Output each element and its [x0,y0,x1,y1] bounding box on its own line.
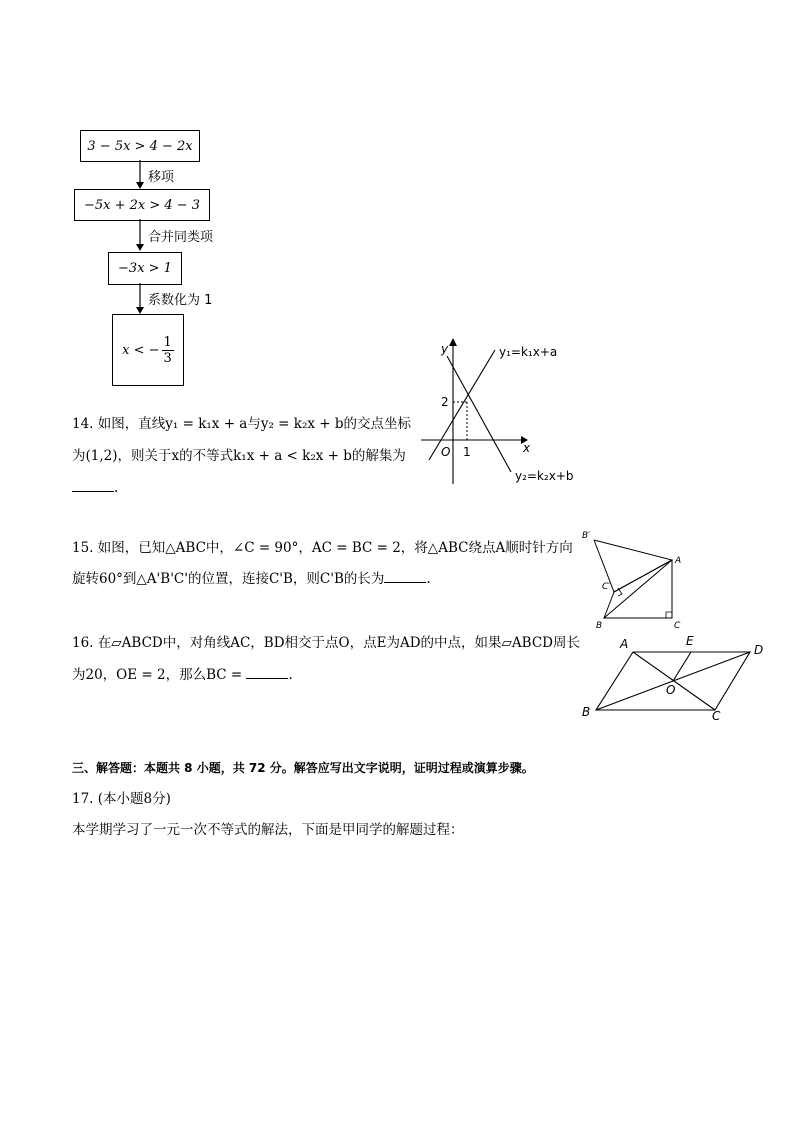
q14-line-3 [72,478,118,498]
flow-box-2 [74,189,210,221]
flow-box-3-text: −3x > 1 [118,261,172,276]
section-3-heading: 三、解答题：本题共 8 小题，共 72 分。解答应写出文字说明，证明过程或演算步骤。 [72,761,534,775]
line-y1-label: y₁=k₁x+a [499,345,558,359]
segment-c-prime-a [614,560,672,592]
flow-arrow-3 [130,283,150,315]
flow-box-4 [112,314,184,386]
q15-line-1: 15. 如图，已知△ABC中，∠C = 90°，AC = BC = 2，将△ABC绕点A顺时针方向 [72,540,573,556]
q14-line-1: 14. 如图，直线y₁ = k₁x + a与y₂ = k₂x + b的交点坐标 [72,416,412,432]
x-axis-label: x [523,441,531,455]
q15-figure [580,526,690,634]
line-y1 [429,350,495,460]
q14-line-2: 为(1,2)，则关于x的不等式k₁x + a < k₂x + b的解集为 [72,448,406,464]
q16-figure [578,632,774,724]
q17-text: 本学期学习了一元一次不等式的解法，下面是甲同学的解题过程： [72,822,464,838]
fraction-numerator: 1 [163,334,172,350]
q16-answer-blank[interactable] [246,666,288,679]
origin-label: O [441,445,451,459]
flow-box-3 [108,252,182,285]
triangle-abc [604,560,672,618]
q16-line-2-text: 为20，OE = 2，那么BC = [72,667,243,683]
q16-line-2 [72,665,293,685]
tick-y-label: 2 [441,395,449,409]
label-e: E [686,634,694,648]
tick-x-label: 1 [463,445,471,459]
fraction-denominator: 3 [163,350,172,366]
q15-answer-blank[interactable] [384,570,426,583]
q16-period: . [288,667,293,683]
q15-period: . [426,571,431,587]
q14-figure [415,336,580,486]
label-c: C [674,621,681,631]
y-axis-label: y [441,342,449,356]
flow-step-1: 移项 [148,170,175,185]
q14-answer-blank[interactable] [72,479,114,492]
label-a: A [675,556,682,566]
flow-box-4-fraction [162,335,174,366]
line-y2-label: y₂=k₂x+b [515,469,574,483]
label-o: O [666,683,676,697]
label-b: B [596,621,603,631]
label-b: B [582,705,591,719]
label-b-prime: B′ [582,531,591,541]
flow-box-2-text: −5x + 2x > 4 − 3 [83,197,201,213]
flow-box-4-text: x < − [122,342,160,358]
flow-box-1 [80,130,200,162]
flow-arrow-2 [130,219,150,252]
flow-step-3: 系数化为 1 [148,293,213,308]
flow-box-1-text: 3 − 5x > 4 − 2x [87,138,193,154]
right-angle-c [666,612,672,618]
q15-line-2 [72,569,431,589]
label-d: D [754,643,764,657]
y-axis-arrow [449,338,457,346]
label-a: A [620,637,629,651]
segment-oe [673,652,691,681]
q15-line-2-text: 旋转60°到△A'B'C'的位置，连接C'B，则C'B的长为 [72,571,385,587]
q14-period: . [114,480,119,496]
label-c: C [712,709,721,723]
q17-title: 17. (本小题8分) [72,791,171,807]
q16-line-1: 16. 在▱ABCD中，对角线AC，BD相交于点O，点E为AD的中点，如果▱ABCD周长 [72,635,580,651]
label-c-prime: C′ [602,582,611,592]
flow-step-2: 合并同类项 [148,230,214,245]
flow-arrow-1 [130,160,150,190]
